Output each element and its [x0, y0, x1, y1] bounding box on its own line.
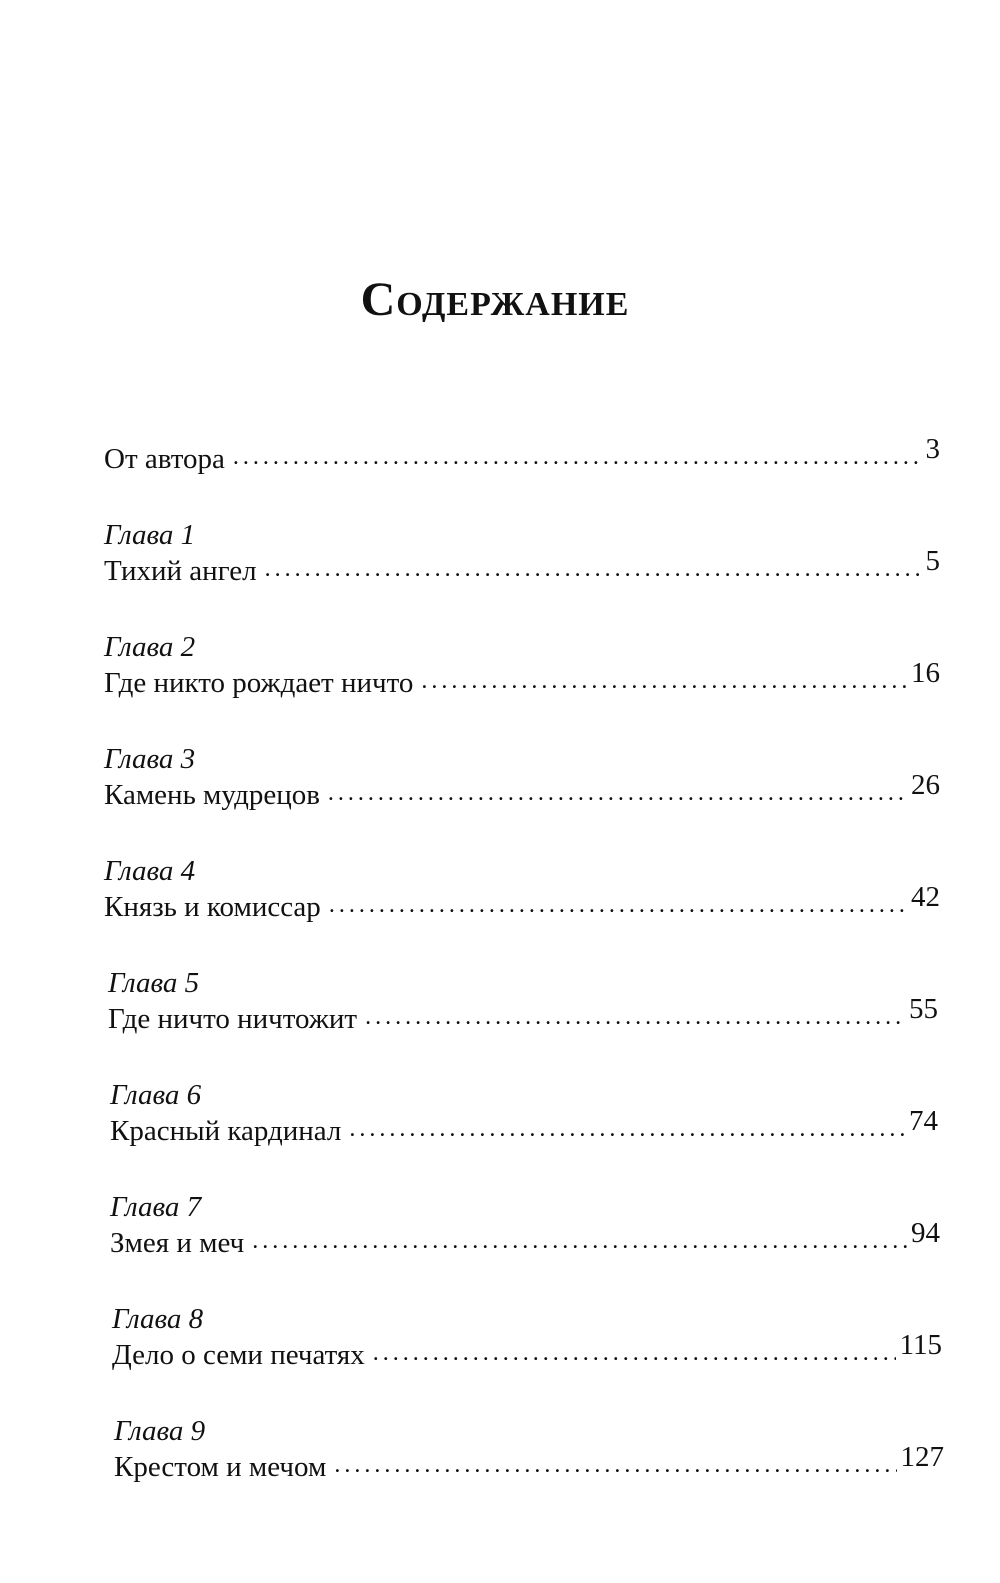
toc-entry[interactable] — [104, 854, 940, 926]
leader-dots — [349, 1110, 905, 1148]
toc-page-number: 26 — [911, 769, 940, 801]
leader-dots — [233, 438, 922, 476]
leader-dots — [421, 662, 907, 700]
toc-line[interactable] — [104, 769, 940, 814]
toc-entry-title: Камень мудрецов — [104, 779, 320, 811]
toc-entry[interactable] — [110, 1078, 938, 1150]
chapter-label: Глава 7 — [110, 1191, 202, 1223]
toc-page-number: 94 — [911, 1217, 940, 1249]
toc-entry-title: Красный кардинал — [110, 1115, 342, 1147]
toc-page-number: 127 — [900, 1441, 944, 1473]
toc-page-number: 5 — [925, 545, 940, 577]
toc-line[interactable] — [104, 545, 940, 590]
toc-line[interactable] — [104, 433, 940, 478]
toc-entry[interactable] — [104, 742, 940, 814]
toc-page-number: 115 — [899, 1329, 942, 1361]
toc-entry-title: Где никто рождает ничто — [104, 667, 414, 699]
leader-dots — [328, 774, 907, 812]
leader-dots — [334, 1446, 896, 1484]
toc-line[interactable] — [112, 1329, 942, 1374]
toc-line[interactable] — [104, 657, 940, 702]
toc-line[interactable] — [110, 1217, 940, 1262]
toc-entry-title: Тихий ангел — [104, 555, 257, 587]
leader-dots — [265, 550, 922, 588]
toc-entry-title: Крестом и мечом — [114, 1451, 327, 1483]
chapter-label: Глава 6 — [110, 1079, 202, 1111]
toc-entry-title: От автора — [104, 443, 225, 475]
toc-page-number: 55 — [909, 993, 938, 1025]
toc-entry[interactable] — [110, 1190, 940, 1262]
toc-entry-title: Князь и комиссар — [104, 891, 321, 923]
toc-entry[interactable] — [108, 966, 938, 1038]
chapter-label: Глава 4 — [104, 855, 196, 887]
chapter-label: Глава 5 — [108, 967, 200, 999]
toc-entry-title: Дело о семи печатях — [112, 1339, 365, 1371]
toc-entry[interactable] — [104, 433, 940, 478]
page-title: Содержание — [360, 273, 630, 326]
toc-entry-title: Где ничто ничтожит — [108, 1003, 358, 1035]
chapter-label: Глава 1 — [104, 519, 196, 551]
chapter-label: Глава 9 — [114, 1415, 206, 1447]
toc-page-number: 42 — [911, 881, 940, 913]
toc-page-number: 3 — [925, 433, 940, 465]
toc-entry[interactable] — [114, 1414, 944, 1486]
chapter-label: Глава 3 — [104, 743, 196, 775]
toc-entry[interactable] — [104, 518, 940, 590]
chapter-label: Глава 2 — [104, 631, 196, 663]
leader-dots — [252, 1222, 907, 1260]
toc-entry[interactable] — [104, 630, 940, 702]
leader-dots — [373, 1334, 896, 1372]
chapter-label: Глава 8 — [112, 1303, 204, 1335]
toc-entry[interactable] — [112, 1302, 942, 1374]
toc-line[interactable] — [108, 993, 938, 1038]
toc-line[interactable] — [110, 1105, 938, 1150]
toc-line[interactable] — [104, 881, 940, 926]
toc-entry-title: Змея и меч — [110, 1227, 245, 1259]
leader-dots — [329, 886, 907, 924]
toc-page-number: 74 — [909, 1105, 938, 1137]
toc-page-number: 16 — [911, 657, 940, 689]
leader-dots — [365, 998, 905, 1036]
toc-line[interactable] — [114, 1441, 944, 1486]
